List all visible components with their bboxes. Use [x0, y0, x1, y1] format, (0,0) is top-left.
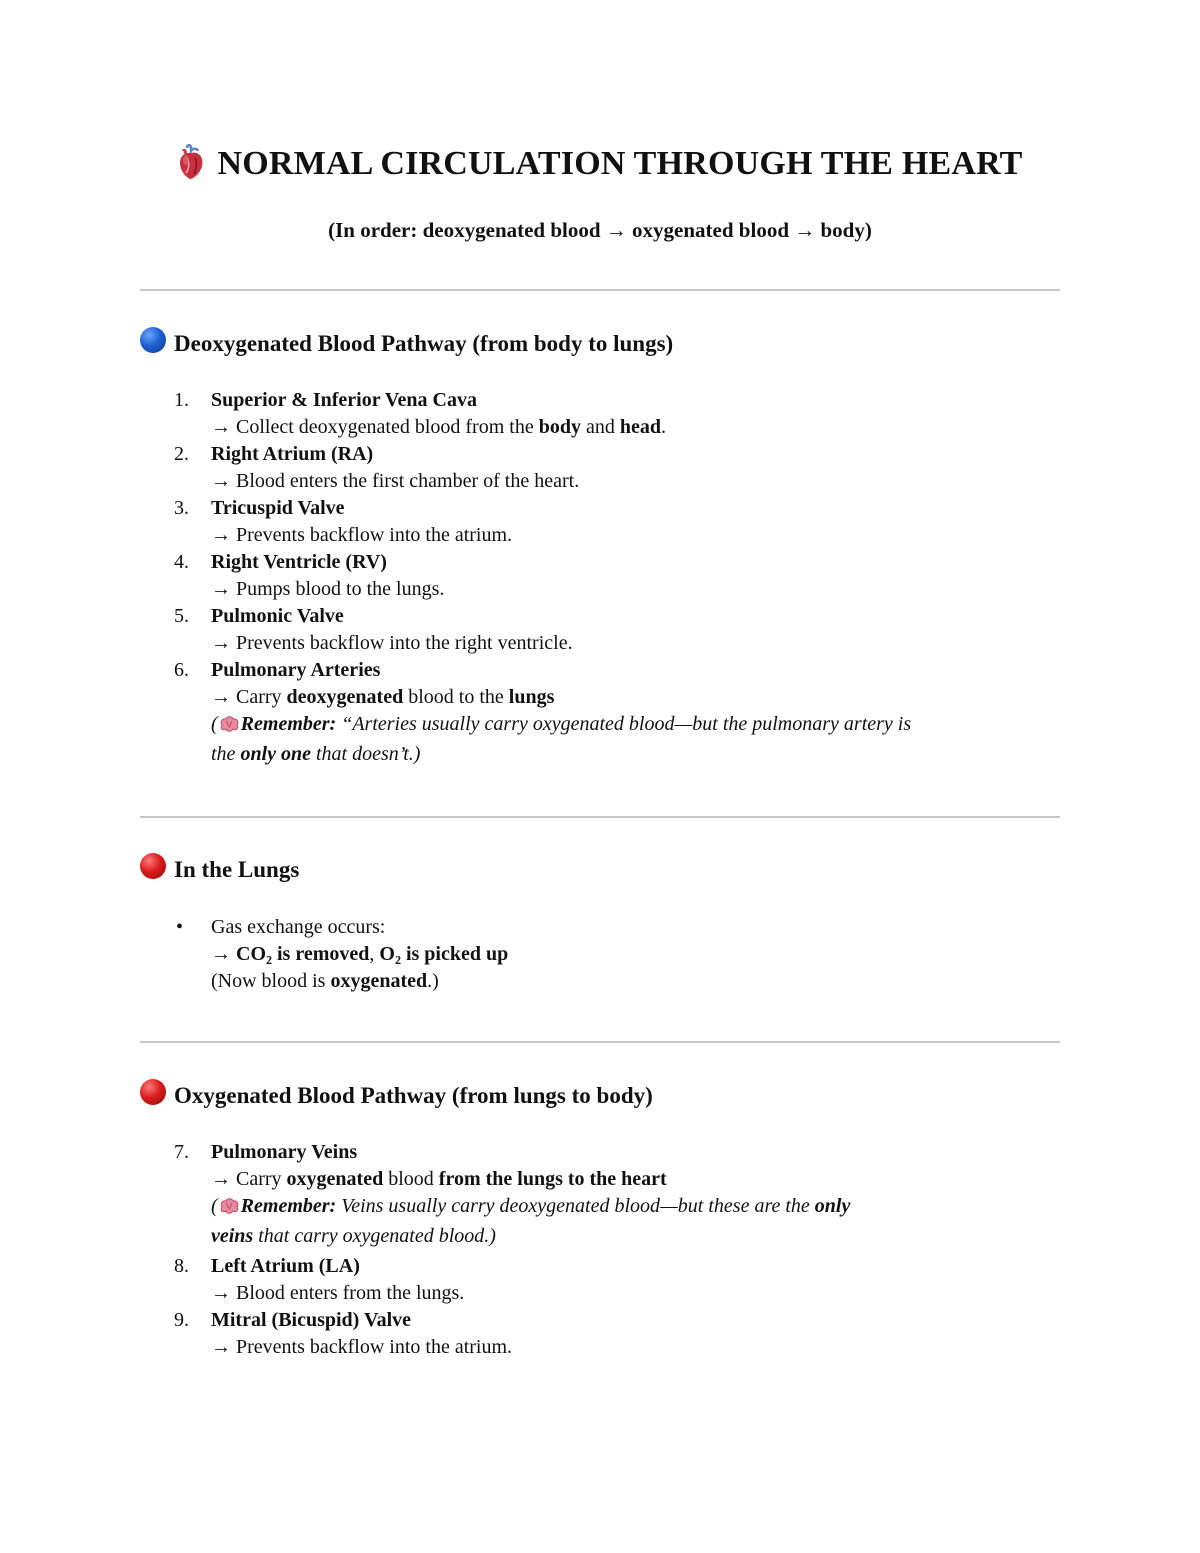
item-description: → Blood enters from the lungs. [211, 1282, 465, 1304]
item-title: Superior & Inferior Vena Cava [211, 389, 477, 411]
blue-circle-icon [140, 327, 166, 353]
item-title: Tricuspid Valve [211, 497, 345, 519]
item-description: → Prevents backflow into the right ventricle. [211, 632, 573, 654]
item-title: Pulmonic Valve [211, 605, 344, 627]
list-number: 5. [174, 605, 189, 627]
item-description: → Prevents backflow into the atrium. [211, 524, 513, 546]
red-circle-icon [140, 1079, 166, 1105]
divider [140, 816, 1060, 818]
page-title-text: NORMAL CIRCULATION THROUGH THE HEART [217, 145, 1023, 182]
item-description: → Pumps blood to the lungs. [211, 578, 445, 600]
list-number: 4. [174, 551, 189, 573]
section-heading-lungs [140, 853, 299, 886]
item-title: Pulmonary Veins [211, 1141, 358, 1163]
item-description: → Carry deoxygenated blood to the lungs [211, 686, 555, 708]
item-description: → Blood enters the first chamber of the heart. [211, 470, 580, 492]
brain-icon [219, 1195, 239, 1222]
item-note: (Now blood is oxygenated.) [211, 970, 439, 992]
brain-icon [219, 713, 239, 740]
list-number: 2. [174, 443, 189, 465]
section-heading-text: In the Lungs [174, 857, 300, 882]
list-number: 1. [174, 389, 189, 411]
item-title: Right Ventricle (RV) [211, 551, 387, 573]
remember-note-continued: the only one that doesn’t.) [211, 743, 421, 765]
divider [140, 289, 1060, 291]
item-title: Gas exchange occurs: [211, 916, 386, 938]
section-heading-text: Oxygenated Blood Pathway (from lungs to body) [174, 1083, 653, 1108]
list-number: 7. [174, 1141, 189, 1163]
item-title: Right Atrium (RA) [211, 443, 374, 465]
bullet-point: • [176, 916, 184, 938]
list-number: 6. [174, 659, 189, 681]
list-number: 3. [174, 497, 189, 519]
remember-note-continued: veins that carry oxygenated blood.) [211, 1225, 496, 1247]
item-description: → Carry oxygenated blood from the lungs to the heart [211, 1168, 667, 1190]
item-title: Left Atrium (LA) [211, 1255, 360, 1277]
remember-note: ( Remember: Veins usually carry deoxygenated blood—but these are the only [211, 1193, 1051, 1223]
list-number: 9. [174, 1309, 189, 1331]
red-circle-icon [140, 853, 166, 879]
item-title: Mitral (Bicuspid) Valve [211, 1309, 412, 1331]
section-heading-text: Deoxygenated Blood Pathway (from body to lungs) [174, 331, 674, 356]
list-number: 8. [174, 1255, 189, 1277]
page-title [0, 140, 1200, 194]
section-heading-deoxygenated [140, 327, 673, 360]
anatomical-heart-icon [177, 144, 205, 194]
item-title: Pulmonary Arteries [211, 659, 381, 681]
page-subtitle: (In order: deoxygenated blood → oxygenated blood → body) [328, 218, 872, 242]
remember-note: ( Remember: “Arteries usually carry oxygenated blood—but the pulmonary artery is [211, 711, 1051, 741]
item-description: → Collect deoxygenated blood from the body and head. [211, 416, 666, 438]
section-heading-oxygenated [140, 1079, 653, 1112]
item-description: → Prevents backflow into the atrium. [211, 1336, 513, 1358]
item-description: → CO₂ is removed, O₂ is picked up [211, 943, 509, 965]
divider [140, 1041, 1060, 1043]
